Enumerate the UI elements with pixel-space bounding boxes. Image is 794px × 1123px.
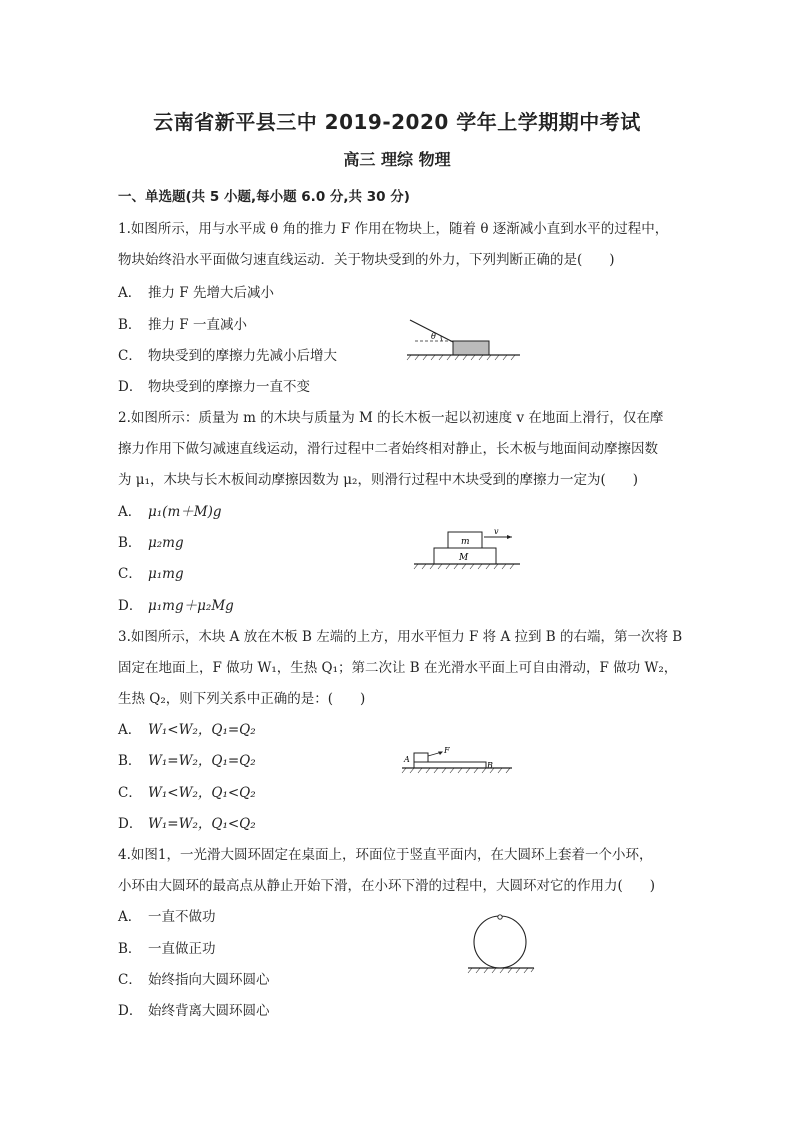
- q1-stem-line-2: 物块始终沿水平面做匀速直线运动．关于物块受到的外力，下列判断正确的是( ): [118, 252, 615, 268]
- option-letter: D．: [118, 1003, 143, 1019]
- option-letter: A．: [118, 722, 142, 738]
- q2-figure: [412, 527, 527, 577]
- q3-stem-line-2: 固定在地面上，F 做功 W₁，生热 Q₁；第二次让 B 在光滑水平面上可自由滑动，F 做功 W₂，: [118, 660, 678, 676]
- option-letter: A．: [118, 909, 142, 925]
- q4-option-d[interactable]: [118, 999, 270, 1019]
- option-text: 一直不做功: [148, 909, 216, 925]
- option-letter: D．: [118, 598, 143, 614]
- option-letter: B．: [118, 941, 142, 957]
- ground-hatch: [414, 564, 514, 569]
- top-block-label: m: [461, 537, 470, 547]
- ground-hatch: [407, 355, 515, 360]
- q2-option-c[interactable]: [118, 562, 184, 582]
- q2-stem-line-1: 2.如图所示：质量为 m 的木块与质量为 M 的长木板一起以初速度 v 在地面上滑行，仅在摩: [118, 410, 664, 426]
- option-letter: B．: [118, 535, 142, 551]
- option-text: W₁=W₂，Q₁=Q₂: [148, 753, 256, 769]
- option-letter: C．: [118, 566, 142, 582]
- exam-title: 云南省新平县三中 2019-2020 学年上学期期中考试: [153, 110, 641, 134]
- ground-hatch: [402, 768, 510, 773]
- small-ring: [498, 915, 502, 919]
- q4-stem-line-1: 4.如图1，一光滑大圆环固定在桌面上，环面位于竖直平面内，在大圆环上套着一个小环，: [118, 847, 653, 863]
- option-letter: B．: [118, 753, 142, 769]
- angle-label: θ: [431, 332, 436, 341]
- block-label: A: [404, 755, 410, 764]
- option-text: 始终指向大圆环圆心: [148, 972, 270, 988]
- force-label: F: [444, 746, 450, 755]
- q4-option-c[interactable]: [118, 968, 270, 988]
- q4-option-b[interactable]: [118, 937, 216, 957]
- option-letter: D．: [118, 816, 143, 832]
- q2-stem-line-3: 为 μ₁，木块与长木板间动摩擦因数为 μ₂，则滑行过程中木块受到的摩擦力一定为( ): [118, 472, 638, 488]
- q1-stem-line-1: 1.如图所示，用与水平成 θ 角的推力 F 作用在物块上，随着 θ 逐渐减小直到水平的过程中，: [118, 221, 669, 237]
- q3-option-b[interactable]: [118, 749, 256, 769]
- option-text: 物块受到的摩擦力一直不变: [148, 379, 310, 395]
- block-a: [414, 753, 428, 762]
- q4-figure: [466, 912, 538, 976]
- option-text: 物块受到的摩擦力先减小后增大: [148, 348, 337, 364]
- option-text: μ₁(m＋M)g: [148, 504, 222, 520]
- option-text: μ₁mg＋μ₂Mg: [148, 598, 234, 614]
- q1-option-b[interactable]: [118, 313, 247, 333]
- q1-option-a[interactable]: [118, 281, 274, 301]
- option-letter: A．: [118, 285, 142, 301]
- block: [453, 341, 489, 355]
- velocity-arrowhead: [507, 535, 512, 539]
- q2-stem-line-2: 擦力作用下做匀减速直线运动，滑行过程中二者始终相对静止，长木板与地面间动摩擦因数: [118, 441, 658, 457]
- option-letter: C．: [118, 348, 142, 364]
- large-ring: [474, 916, 526, 968]
- option-text: μ₂mg: [148, 535, 184, 551]
- bottom-board-label: M: [459, 553, 469, 563]
- option-text: 始终背离大圆环圆心: [148, 1003, 270, 1019]
- q3-figure: [400, 743, 518, 775]
- board-b: [414, 762, 486, 768]
- option-text: 推力 F 先增大后减小: [148, 285, 274, 301]
- q4-stem-line-2: 小环由大圆环的最高点从静止开始下滑，在小环下滑的过程中，大圆环对它的作用力( ): [118, 878, 656, 894]
- q2-option-b[interactable]: [118, 531, 184, 551]
- q3-option-d[interactable]: [118, 812, 256, 832]
- q4-option-a[interactable]: [118, 905, 216, 925]
- q2-option-a[interactable]: [118, 500, 222, 520]
- q1-figure: [405, 312, 530, 362]
- q1-option-c[interactable]: [118, 344, 337, 364]
- board-label: B: [487, 761, 493, 770]
- option-letter: C．: [118, 972, 142, 988]
- option-text: W₁<W₂，Q₁<Q₂: [148, 785, 256, 801]
- option-letter: C．: [118, 785, 142, 801]
- q3-stem-line-3: 生热 Q₂，则下列关系中正确的是：( ): [118, 691, 366, 707]
- exam-subtitle: 高三 理综 物理: [343, 150, 451, 169]
- option-text: μ₁mg: [148, 566, 184, 582]
- option-letter: B．: [118, 317, 142, 333]
- q2-option-d[interactable]: [118, 594, 234, 614]
- table-hatch: [468, 968, 534, 973]
- option-letter: D．: [118, 379, 143, 395]
- option-text: W₁=W₂，Q₁<Q₂: [148, 816, 256, 832]
- section-heading: 一、单选题(共 5 小题,每小题 6.0 分,共 30 分): [118, 189, 410, 205]
- option-text: 推力 F 一直减小: [148, 317, 247, 333]
- option-text: W₁<W₂，Q₁=Q₂: [148, 722, 256, 738]
- q1-option-d[interactable]: [118, 375, 310, 395]
- q3-option-a[interactable]: [118, 718, 256, 738]
- q3-option-c[interactable]: [118, 781, 256, 801]
- velocity-label: v: [494, 527, 499, 536]
- q3-stem-line-1: 3.如图所示，木块 A 放在木板 B 左端的上方，用水平恒力 F 将 A 拉到 B 的右端，第一次将 B: [118, 629, 683, 645]
- option-letter: A．: [118, 504, 142, 520]
- option-text: 一直做正功: [148, 941, 216, 957]
